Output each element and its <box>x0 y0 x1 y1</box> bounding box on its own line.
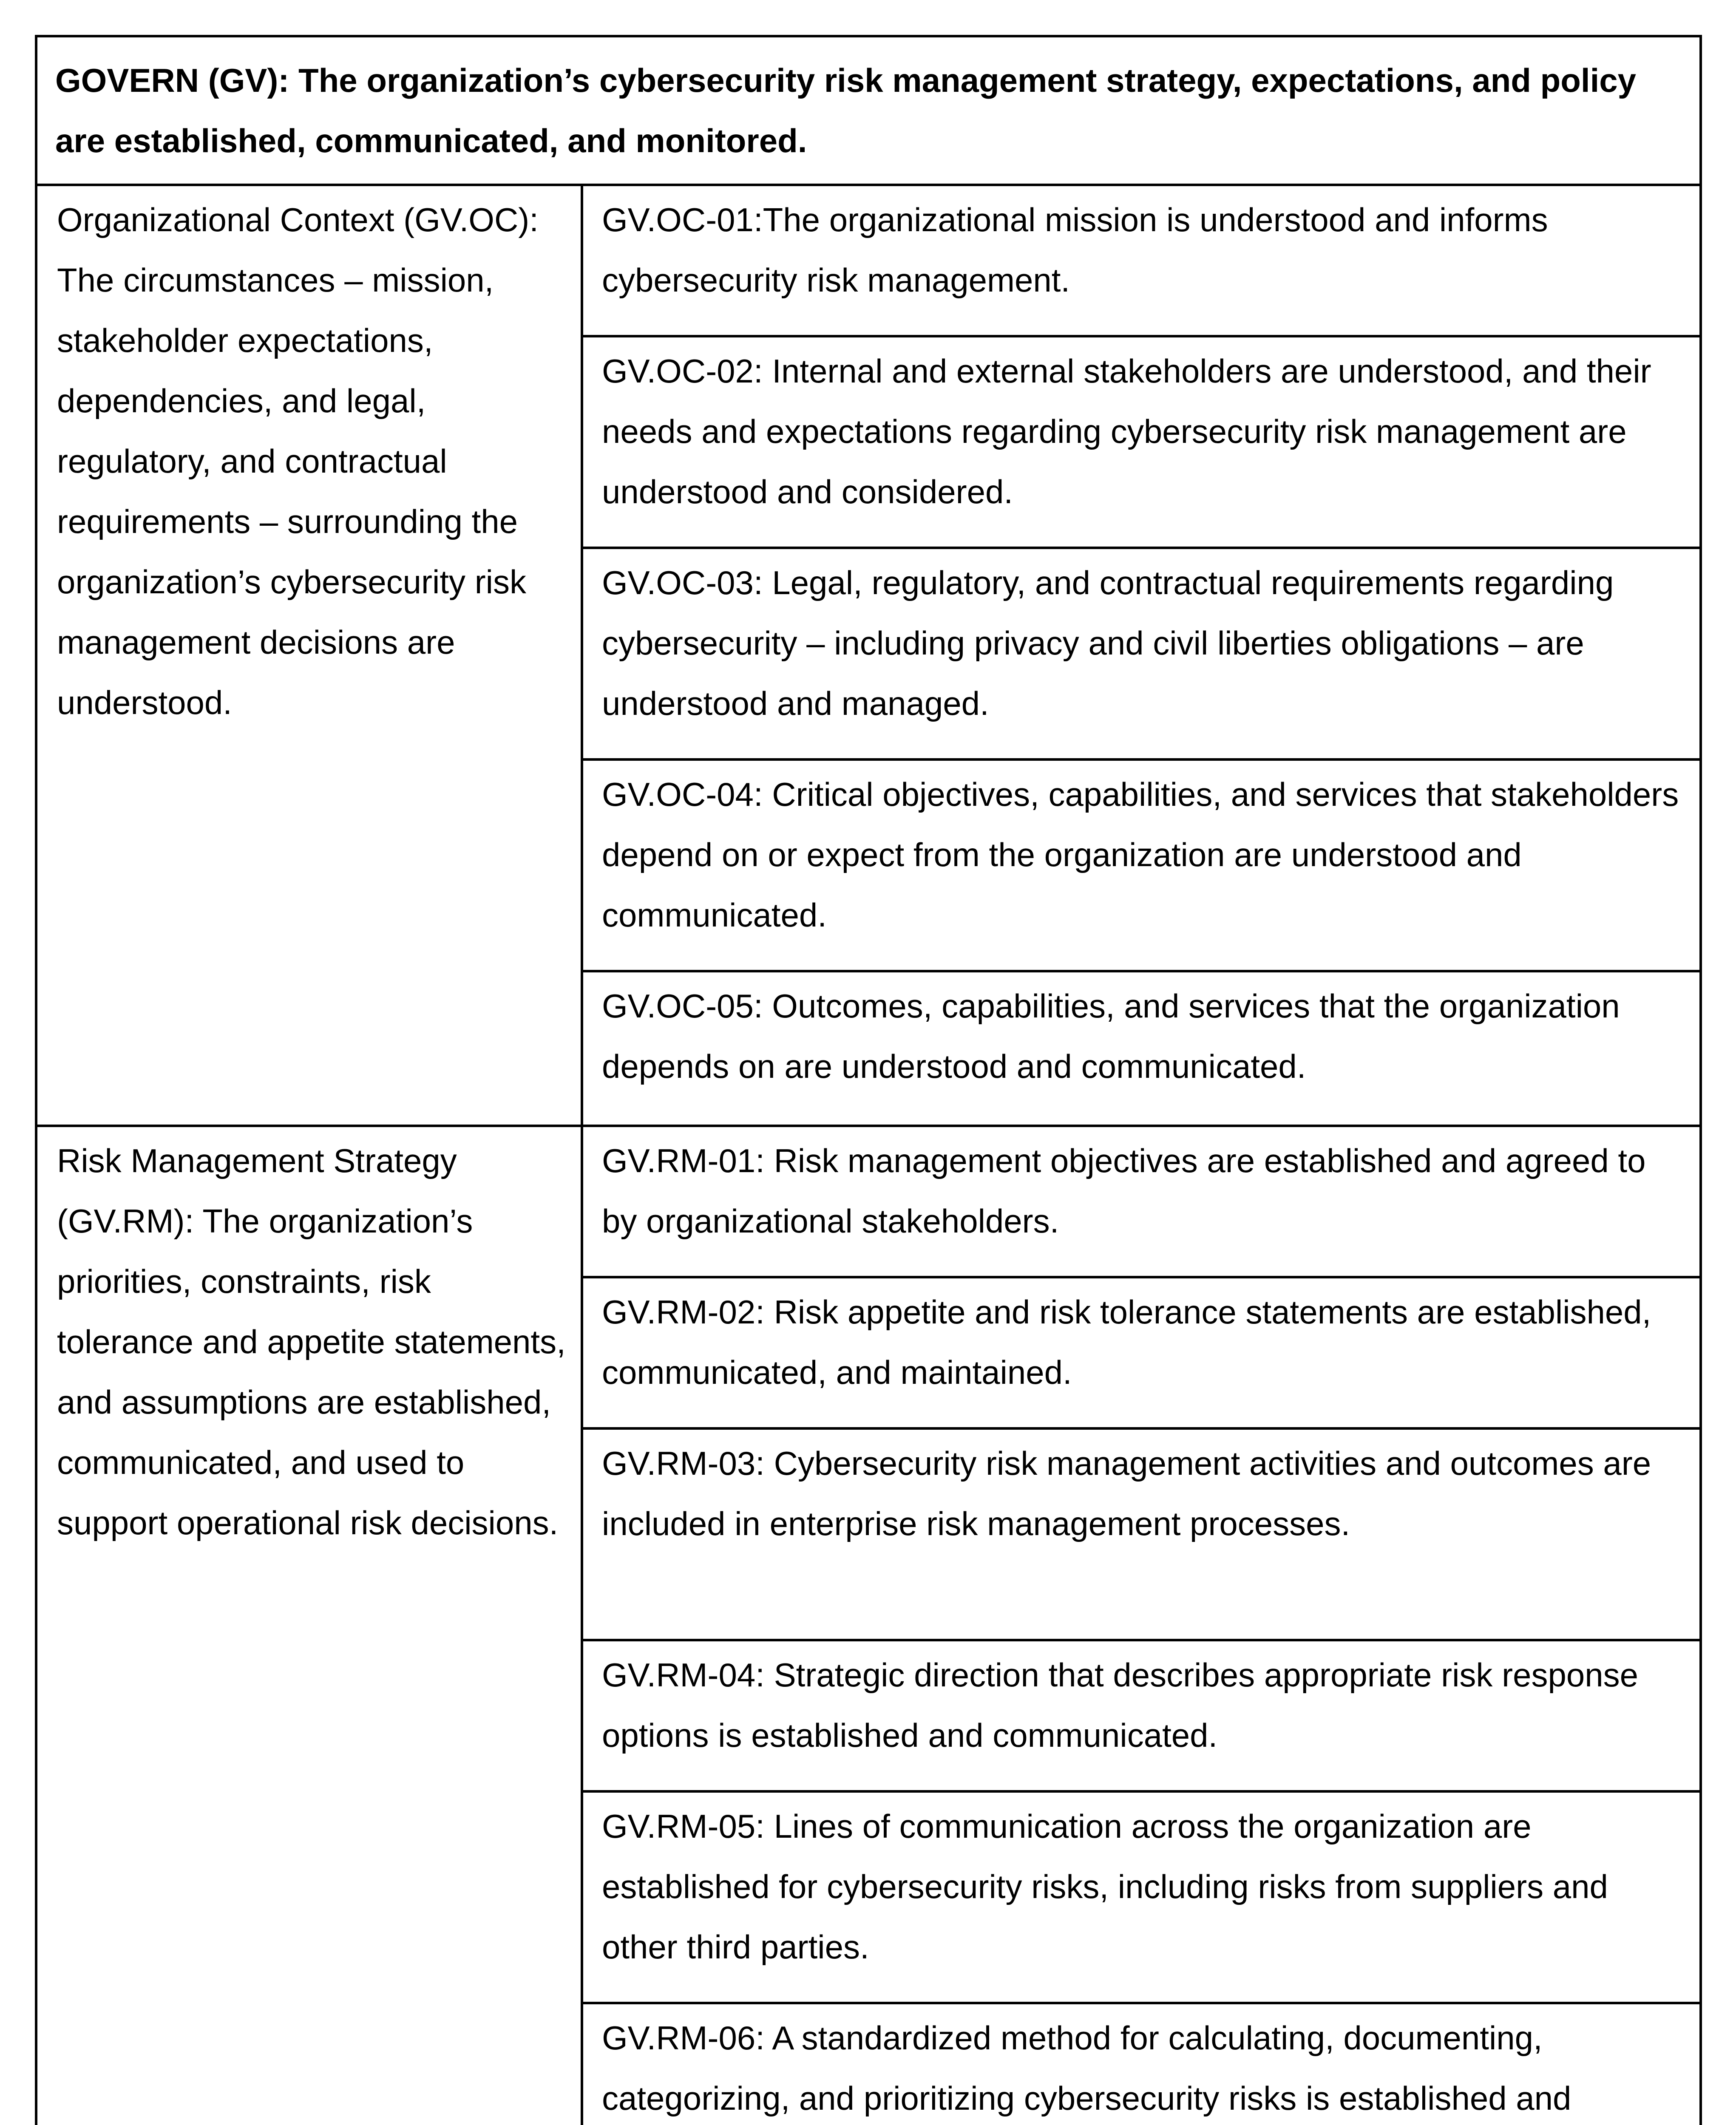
subcategory-gv-rm-02: GV.RM-02: Risk appetite and risk tolerance statements are established, communicated, and maintained. <box>583 1278 1699 1430</box>
function-header: GOVERN (GV): The organization’s cybersecurity risk management strategy, expectations, and policy are established, communicated, and monitored. <box>37 37 1699 186</box>
subcategory-gv-rm-04: GV.RM-04: Strategic direction that describes appropriate risk response options is established and communicated. <box>583 1641 1699 1793</box>
subcategory-list <box>583 186 1699 1125</box>
subcategory-gv-rm-03: GV.RM-03: Cybersecurity risk management activities and outcomes are included in enterprise risk management processes. <box>583 1430 1699 1641</box>
category-row-risk-management-strategy <box>37 1127 1699 2125</box>
subcategory-gv-oc-03: GV.OC-03: Legal, regulatory, and contractual requirements regarding cybersecurity – including privacy and civil liberties obligations – are understood and managed. <box>583 549 1699 761</box>
subcategory-gv-rm-01: GV.RM-01: Risk management objectives are established and agreed to by organizational stakeholders. <box>583 1127 1699 1278</box>
subcategory-gv-rm-05: GV.RM-05: Lines of communication across the organization are established for cybersecurity risks, including risks from suppliers and other third parties. <box>583 1793 1699 2004</box>
subcategory-list <box>583 1127 1699 2125</box>
category-description: Risk Management Strategy (GV.RM): The organization’s priorities, constraints, risk tolerance and appetite statements, and assumptions are established, communicated, and used to support operational risk decisions. <box>37 1127 583 2125</box>
category-row-organizational-context <box>37 186 1699 1127</box>
subcategory-gv-oc-05: GV.OC-05: Outcomes, capabilities, and services that the organization depends on are understood and communicated. <box>602 987 1620 1085</box>
subcategory-gv-oc-02: GV.OC-02: Internal and external stakeholders are understood, and their needs and expectations regarding cybersecurity risk management are understood and considered. <box>583 337 1699 549</box>
subcategory-gv-rm-06: GV.RM-06: A standardized method for calculating, documenting, categorizing, and prioritizing cybersecurity risks is established and <box>602 2019 1571 2117</box>
govern-framework-table <box>35 35 1702 2125</box>
subcategory-gv-oc-01: GV.OC-01:The organizational mission is understood and informs cybersecurity risk management. <box>583 186 1699 337</box>
subcategory-gv-oc-04: GV.OC-04: Critical objectives, capabilities, and services that stakeholders depend on or expect from the organization are understood and communicated. <box>583 761 1699 972</box>
category-description: Organizational Context (GV.OC): The circumstances – mission, stakeholder expectations, dependencies, and legal, regulatory, and contractual requirements – surrounding the organization’s cybersecurity risk management decisions are understood. <box>37 186 583 1125</box>
